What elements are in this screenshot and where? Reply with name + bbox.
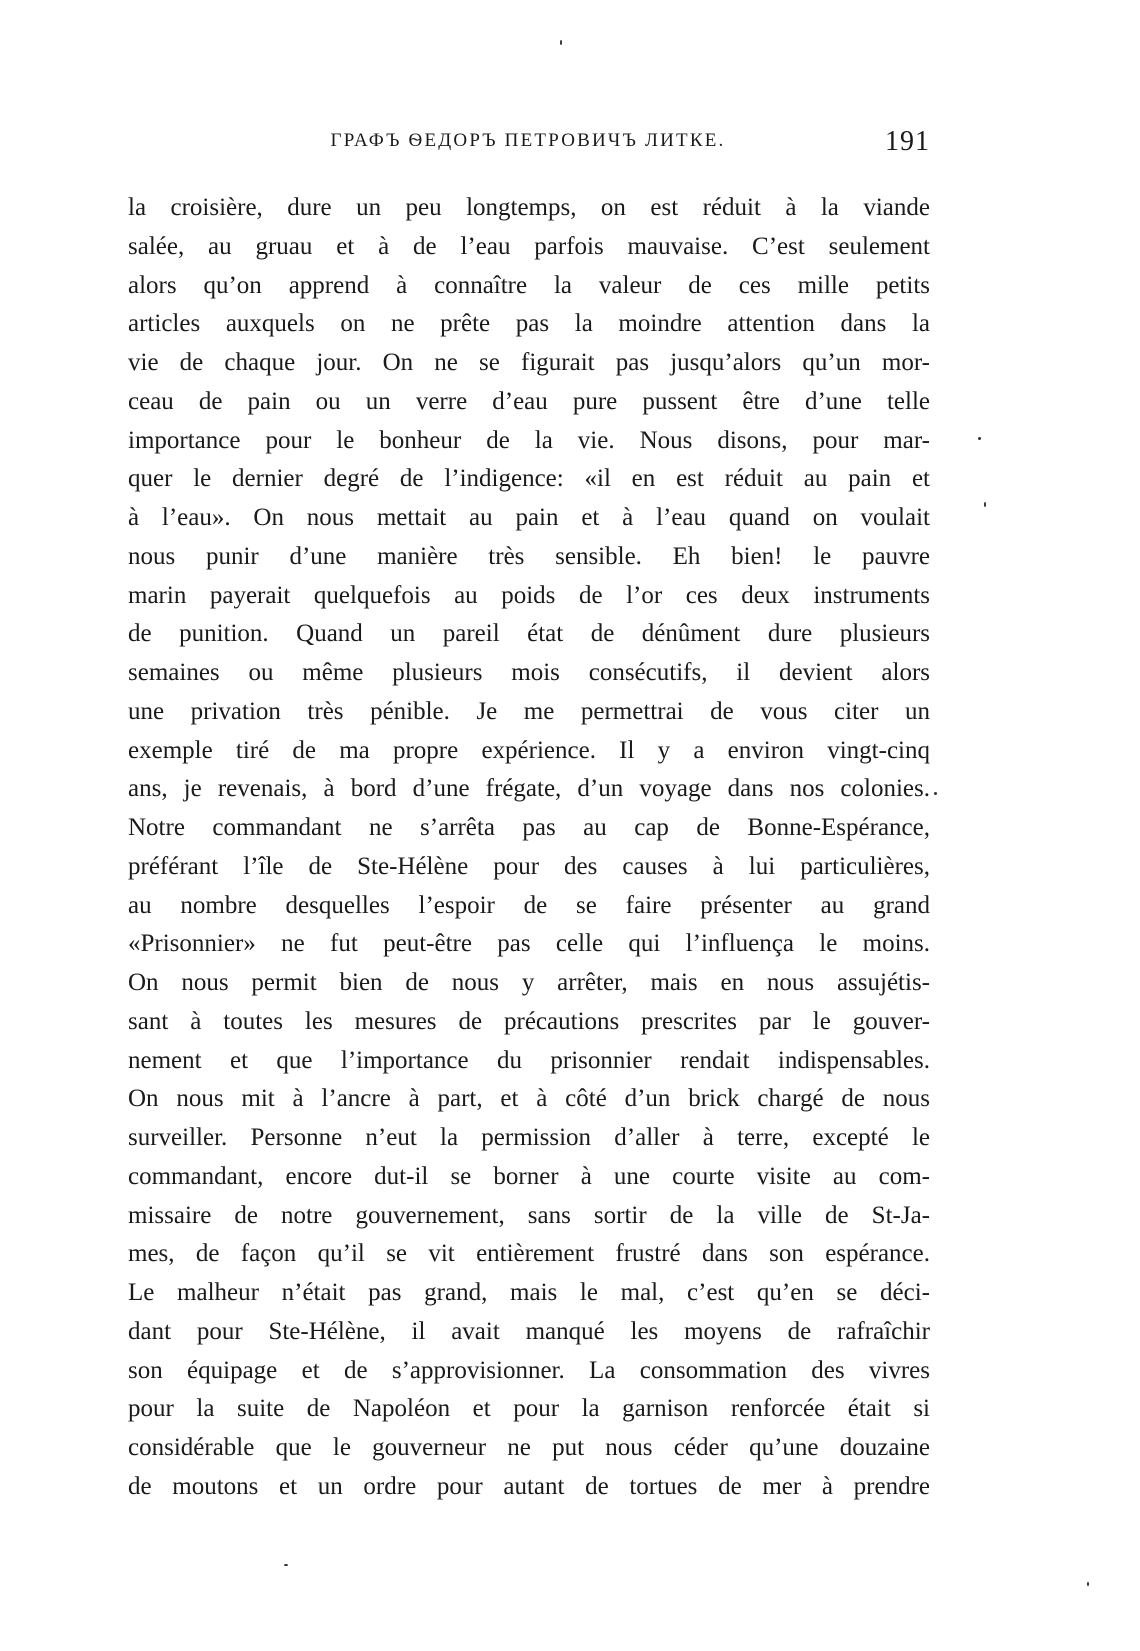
text-line: vie de chaque jour. On ne se figurait pas jusqu’alors qu’un mor- (128, 349, 930, 376)
text-line: dant pour Ste-Hélène, il avait manqué les moyens de rafraîchir (128, 1317, 930, 1345)
text-line: au nombre desquelles l’espoir de se faire présenter au grand (128, 891, 930, 919)
body-text (128, 189, 930, 1507)
scan-speck (978, 437, 981, 440)
text-line: On nous permit bien de nous y arrêter, mais en nous assujétis- (128, 969, 930, 996)
text-line: surveiller. Personne n’eut la permission d’aller à terre, excepté le (128, 1124, 930, 1151)
text-line: pour la suite de Napoléon et pour la garnison renforcée était si (128, 1395, 930, 1423)
text-line: marin payerait quelquefois au poids de l’or ces deux instruments (128, 581, 930, 609)
text-line: semaines ou même plusieurs mois consécutifs, il devient alors (128, 659, 930, 686)
text-line: nement et que l’importance du prisonnier rendait indispensables. (128, 1046, 930, 1074)
text-line: Notre commandant ne s’arrêta pas au cap de Bonne-Espérance, (128, 814, 930, 841)
text-line: de moutons et un ordre pour autant de tortues de mer à prendre (128, 1472, 930, 1500)
text-line: missaire de notre gouvernement, sans sortir de la ville de St-Ja- (128, 1201, 930, 1229)
text-line: exemple tiré de ma propre expérience. Il y a environ vingt-cinq (128, 736, 930, 764)
text-line: articles auxquels on ne prête pas la moindre attention dans la (128, 310, 930, 338)
text-line: une privation très pénible. Je me permettrai de vous citer un (128, 697, 930, 725)
text-line: quer le dernier degré de l’indigence: «il en est réduit au pain et (128, 465, 930, 493)
text-line: Le malheur n’était pas grand, mais le mal, c’est qu’en se déci- (128, 1279, 930, 1306)
scan-speck (934, 792, 937, 795)
text-line: alors qu’on apprend à connaître la valeur de ces mille petits (128, 271, 930, 299)
text-line: considérable que le gouverneur ne put nous céder qu’une douzaine (128, 1434, 930, 1461)
running-head (128, 126, 930, 166)
text-line: sant à toutes les mesures de précautions prescrites par le gouver- (128, 1007, 930, 1035)
text-line: à l’eau». On nous mettait au pain et à l’eau quand on voulait (128, 504, 930, 531)
text-line: mes, de façon qu’il se vit entièrement frustré dans son espérance. (128, 1240, 930, 1268)
scan-speck (560, 40, 562, 45)
page-number: 191 (885, 126, 930, 157)
scan-speck (984, 502, 986, 507)
scan-speck (284, 1564, 288, 1566)
text-line: de punition. Quand un pareil état de dénûment dure plusieurs (128, 620, 930, 648)
text-line: commandant, encore dut-il se borner à une courte visite au com- (128, 1162, 930, 1190)
text-line: On nous mit à l’ancre à part, et à côté d’un brick chargé de nous (128, 1085, 930, 1113)
text-line: ans, je revenais, à bord d’une frégate, d’un voyage dans nos colonies. (128, 775, 930, 803)
running-title: ГРАФЪ ѲЕДОРЪ ПЕТРОВИЧЪ ЛИТКЕ. (330, 130, 726, 151)
text-line: préférant l’île de Ste-Hélène pour des causes à lui particulières, (128, 852, 930, 880)
scan-speck (1087, 1582, 1089, 1586)
text-line: «Prisonnier» ne fut peut-être pas celle qui l’influença le moins. (128, 930, 930, 958)
text-line: nous punir d’une manière très sensible. Eh bien! le pauvre (128, 542, 930, 570)
text-line: importance pour le bonheur de la vie. Nous disons, pour mar- (128, 426, 930, 454)
text-line: son équipage et de s’approvisionner. La consommation des vivres (128, 1356, 930, 1384)
text-line: ceau de pain ou un verre d’eau pure pussent être d’une telle (128, 387, 930, 415)
text-line: la croisière, dure un peu longtemps, on est réduit à la viande (128, 194, 930, 221)
text-line: salée, au gruau et à de l’eau parfois mauvaise. C’est seulement (128, 232, 930, 260)
